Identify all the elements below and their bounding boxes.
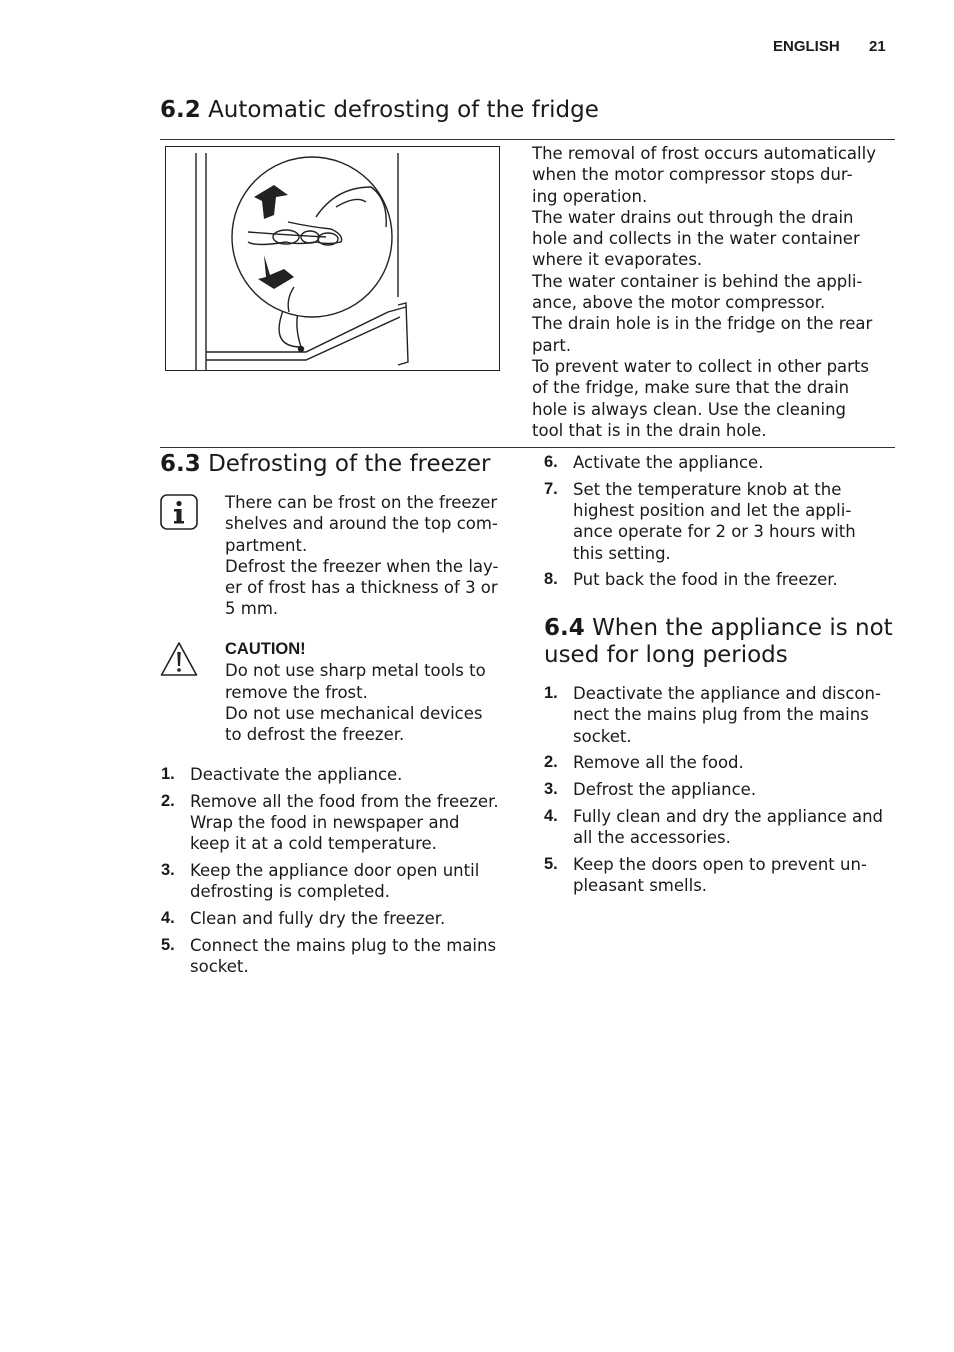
body-line: part. <box>532 335 572 355</box>
step-number: 5. <box>544 855 558 874</box>
step-line: Deactivate the appliance and discon- <box>573 684 881 703</box>
body-line: of the fridge, make sure that the drain <box>532 378 850 398</box>
body-line: when the motor compressor stops dur- <box>532 165 853 185</box>
info-note-text <box>225 492 515 620</box>
section-6-4-heading <box>544 615 904 669</box>
step-number: 5. <box>161 936 175 955</box>
section-6-2-heading <box>160 97 599 124</box>
step-line: ance operate for 2 or 3 hours with <box>573 522 856 542</box>
list-item <box>544 779 904 800</box>
list-item <box>544 452 904 473</box>
step-line: all the accessories. <box>573 828 731 848</box>
section-6-3-heading <box>160 451 491 478</box>
section-6-2-body <box>532 143 895 441</box>
info-line: Defrost the freezer when the lay- <box>225 556 499 576</box>
step-line: Activate the appliance. <box>573 453 764 472</box>
freezer-defrost-steps <box>161 764 521 983</box>
step-number: 2. <box>161 791 175 810</box>
caution-line: remove the frost. <box>225 682 368 702</box>
list-item <box>544 806 904 849</box>
long-period-steps <box>544 683 904 902</box>
step-line: Clean and fully dry the freezer. <box>190 909 446 929</box>
step-line: Put back the food in the freezer. <box>573 570 838 590</box>
section-divider <box>160 139 895 140</box>
step-line: Set the temperature knob at the <box>573 479 842 499</box>
list-item <box>161 935 521 978</box>
warning-triangle-icon <box>160 641 198 677</box>
step-line: Remove all the food from the freezer. <box>190 791 499 811</box>
info-line: There can be frost on the freezer <box>225 493 498 512</box>
section-title: Defrosting of the freezer <box>208 451 491 477</box>
body-line: The drain hole is in the fridge on the rear <box>532 314 873 334</box>
step-line: this setting. <box>573 543 671 563</box>
body-line: The removal of frost occurs automatically <box>532 144 876 163</box>
caution-line: to defrost the freezer. <box>225 725 405 745</box>
page-number: 21 <box>869 38 886 55</box>
fridge-drain-illustration <box>165 146 500 371</box>
list-item <box>544 854 904 897</box>
caution-line: Do not use sharp metal tools to <box>225 661 486 681</box>
list-item <box>161 791 521 855</box>
body-line: To prevent water to collect in other parts <box>532 356 870 376</box>
body-line: The water container is behind the appli- <box>532 271 863 291</box>
step-number: 1. <box>544 684 558 702</box>
body-line: tool that is in the drain hole. <box>532 420 767 440</box>
step-line: highest position and let the appli- <box>573 501 852 521</box>
list-item <box>544 752 904 773</box>
step-line: nect the mains plug from the mains <box>573 705 869 725</box>
list-item <box>544 683 904 747</box>
step-number: 7. <box>544 479 558 498</box>
caution-line: Do not use mechanical devices <box>225 703 483 723</box>
section-title: Automatic defrosting of the fridge <box>208 97 599 123</box>
section-number: 6.4 <box>544 615 585 641</box>
caution-title: CAUTION! <box>225 640 306 658</box>
step-line: Remove all the food. <box>573 753 744 773</box>
step-line: keep it at a cold temperature. <box>190 834 437 854</box>
step-line: socket. <box>573 726 632 746</box>
step-number: 8. <box>544 570 558 589</box>
list-item <box>544 479 904 564</box>
info-line: 5 mm. <box>225 599 279 619</box>
body-line: hole is always clean. Use the cleaning <box>532 399 847 419</box>
step-line: defrosting is completed. <box>190 882 390 902</box>
step-number: 4. <box>161 909 175 928</box>
freezer-defrost-steps-continued <box>544 452 904 596</box>
info-line: shelves and around the top com- <box>225 514 498 534</box>
step-line: Fully clean and dry the appliance and <box>573 806 884 826</box>
step-number: 2. <box>544 753 558 772</box>
step-number: 4. <box>544 806 558 825</box>
body-line: where it evaporates. <box>532 250 703 270</box>
body-line: ing operation. <box>532 186 648 206</box>
section-title-line: used for long periods <box>544 642 788 668</box>
step-line: Deactivate the appliance. <box>190 765 403 784</box>
section-divider <box>160 447 895 448</box>
step-number: 6. <box>544 453 558 471</box>
info-line: partment. <box>225 535 308 555</box>
list-item <box>161 860 521 903</box>
step-line: Keep the doors open to prevent un- <box>573 855 867 875</box>
running-header-language: ENGLISH <box>773 38 840 55</box>
step-line: Defrost the appliance. <box>573 780 757 800</box>
section-number: 6.3 <box>160 451 201 477</box>
step-line: pleasant smells. <box>573 876 708 896</box>
body-line: ance, above the motor compressor. <box>532 293 826 313</box>
caution-note <box>225 639 515 745</box>
info-line: er of frost has a thickness of 3 or <box>225 578 498 598</box>
step-number: 3. <box>544 780 558 799</box>
fridge-drain-cleaning-illustration-icon <box>166 147 499 370</box>
step-number: 1. <box>161 765 175 783</box>
section-number: 6.2 <box>160 97 201 123</box>
step-line: Keep the appliance door open until <box>190 861 480 881</box>
step-line: Connect the mains plug to the mains <box>190 936 497 956</box>
body-line: hole and collects in the water container <box>532 229 860 249</box>
info-icon <box>160 494 198 530</box>
step-line: Wrap the food in newspaper and <box>190 813 460 833</box>
body-line: The water drains out through the drain <box>532 207 854 227</box>
list-item <box>161 908 521 929</box>
list-item <box>161 764 521 785</box>
list-item <box>544 569 904 590</box>
section-title-line: When the appliance is not <box>592 615 893 641</box>
step-number: 3. <box>161 861 175 880</box>
step-line: socket. <box>190 957 249 977</box>
